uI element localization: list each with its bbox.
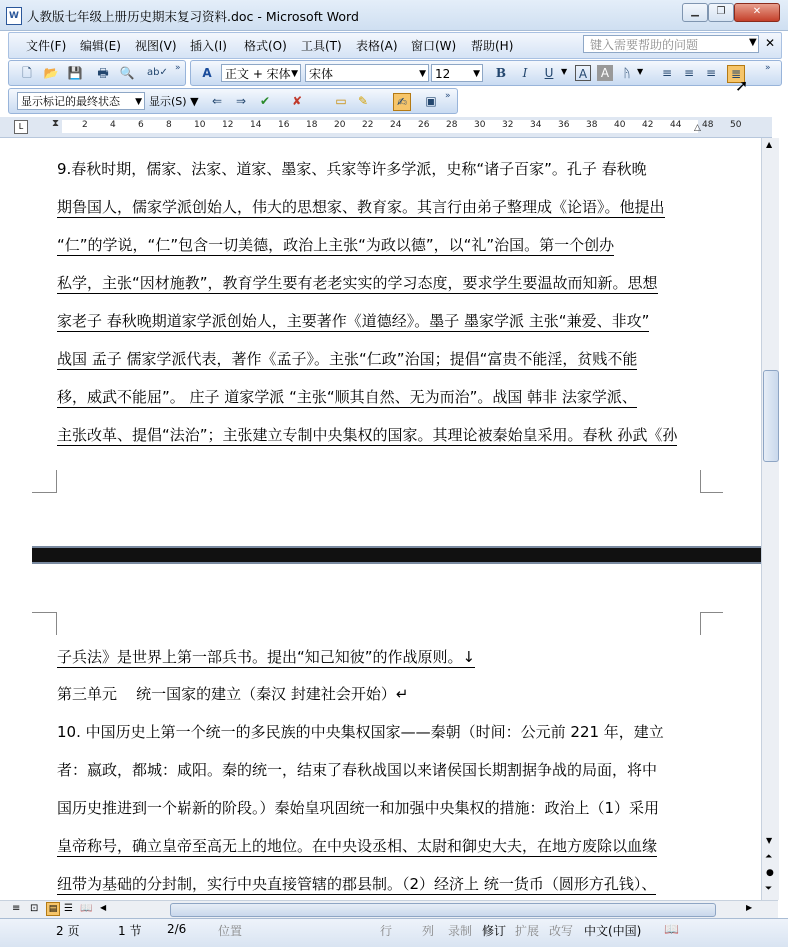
help-dropdown-icon[interactable]: ▼	[749, 37, 757, 48]
close-button[interactable]: ✕	[734, 3, 780, 22]
toolbar-options-icon[interactable]: »	[445, 91, 451, 101]
doc-line-text: 皇帝称号，确立皇帝至高无上的地位。在中央设丞相、太尉和御史大夫，在地方废除以血缘	[57, 837, 658, 855]
doc-line-text: 纽带为基础的分封制，实行中央直接管辖的郡县制。（2）经济上 统一货币（圆形方孔钱）、	[57, 875, 657, 893]
ruler-number: 22	[362, 120, 374, 130]
help-search-input[interactable]: 键入需要帮助的问题	[583, 35, 759, 53]
doc-line[interactable]	[57, 646, 475, 668]
character-shading-icon[interactable]: A	[597, 65, 613, 81]
formatting-toolbar	[190, 60, 782, 86]
align-center-icon[interactable]: ≡	[683, 66, 695, 80]
italic-icon[interactable]: I	[522, 66, 528, 80]
normal-view-icon[interactable]: ≡	[12, 903, 21, 914]
title-bar	[0, 0, 788, 31]
font-size-value: 12	[435, 67, 451, 81]
vertical-scroll-thumb[interactable]	[763, 370, 779, 462]
style-select[interactable]	[221, 64, 301, 82]
horizontal-scroll-thumb[interactable]	[170, 903, 716, 917]
ruler-number: 2	[82, 120, 88, 130]
menu-bar	[8, 32, 782, 59]
status-page: 2 页	[56, 924, 80, 938]
ruler-text-area	[62, 120, 698, 133]
justify-icon[interactable]: ≡	[661, 66, 673, 80]
scaling-dropdown-icon[interactable]: ▼	[637, 67, 644, 76]
horizontal-scrollbar[interactable]	[0, 900, 778, 918]
ruler-number: 50	[730, 120, 742, 130]
scroll-left-icon[interactable]: ◀	[100, 903, 107, 912]
status-language[interactable]: 中文(中国)	[584, 924, 642, 938]
doc-line[interactable]	[57, 386, 637, 408]
doc-line[interactable]	[57, 797, 659, 818]
status-extend[interactable]: 扩展	[515, 924, 540, 938]
print-preview-icon[interactable]: 🔍	[119, 66, 135, 80]
highlight-icon[interactable]: ✎	[357, 94, 369, 108]
tab-selector-icon[interactable]: L	[14, 120, 28, 134]
outline-view-icon[interactable]: ☰	[64, 903, 73, 914]
status-column: 列	[422, 924, 435, 938]
ruler-number: 10	[194, 120, 206, 130]
vertical-scrollbar[interactable]	[761, 138, 779, 900]
show-label: 显示(S)	[149, 95, 187, 108]
page-break-separator	[32, 546, 761, 564]
ruler-number: 32	[502, 120, 514, 130]
first-line-indent-icon[interactable]: ⧗	[52, 118, 60, 129]
ruler-number: 36	[558, 120, 570, 130]
ruler-number: 20	[334, 120, 346, 130]
doc-line-text: 子兵法》是世界上第一部兵书。提出“知己知彼”的作战原则。↓	[57, 648, 476, 666]
ruler-number: 18	[306, 120, 318, 130]
ruler-number: 26	[418, 120, 430, 130]
save-icon[interactable]: 💾	[67, 66, 83, 80]
ruler-number: 38	[586, 120, 598, 130]
doc-line[interactable]	[57, 310, 649, 332]
ruler-number: 42	[642, 120, 654, 130]
next-change-icon[interactable]: ⇒	[235, 94, 247, 108]
crop-mark	[32, 612, 57, 635]
underline-dropdown-icon[interactable]: ▼	[561, 67, 568, 76]
menu-help[interactable]: 帮助(H)	[471, 39, 514, 53]
doc-line[interactable]	[57, 721, 664, 742]
chevron-down-icon: ▼	[135, 97, 142, 107]
standard-toolbar	[8, 60, 186, 86]
insert-comment-icon[interactable]: ▭	[335, 94, 347, 108]
reviewing-pane-icon[interactable]: ▣	[425, 94, 437, 108]
open-icon[interactable]: 📂	[43, 66, 59, 80]
doc-line-text: 9.春秋时期，儒家、法家、道家、墨家、兵家等许多学派，史称“诸子百家”。孔子 春秋晚	[57, 160, 647, 178]
ruler-number: 48	[702, 120, 714, 130]
status-position: 位置	[218, 924, 243, 938]
minimize-button[interactable]: ▁	[682, 3, 708, 22]
doc-line[interactable]	[57, 873, 656, 895]
right-indent-icon[interactable]: △	[694, 123, 701, 133]
web-layout-icon[interactable]: ⊡	[30, 903, 39, 914]
ruler-number: 30	[474, 120, 486, 130]
doc-line[interactable]	[57, 348, 637, 370]
status-track-changes[interactable]: 修订	[482, 924, 507, 938]
new-document-icon[interactable]: 🗋	[22, 66, 32, 80]
reading-layout-icon[interactable]: 📖	[80, 903, 93, 914]
doc-line-text: 者：嬴政，都城：咸阳。秦的统一，结束了春秋战国以来诸侯国长期割据争战的局面，将中	[57, 761, 658, 779]
distributed-icon[interactable]: ≣	[727, 65, 745, 83]
doc-line[interactable]	[57, 759, 657, 780]
doc-line[interactable]	[57, 272, 658, 294]
doc-line-text: “仁”的学说，“仁”包含一切美德，政治上主张“为政以德”，以“礼”治国。第一个创办	[57, 236, 615, 254]
maximize-button[interactable]: ❐	[708, 3, 734, 22]
next-page-icon[interactable]: ⏷	[765, 884, 773, 894]
font-size-select[interactable]	[431, 64, 483, 82]
status-page-of: 2/6	[167, 922, 187, 936]
menu-edit[interactable]: 编辑(E)	[80, 39, 121, 53]
close-document-icon[interactable]: ✕	[765, 36, 776, 50]
reject-change-icon[interactable]: ✘	[291, 94, 303, 108]
word-app-icon[interactable]: W	[6, 7, 22, 25]
doc-line[interactable]	[57, 158, 647, 179]
doc-line-text: 期鲁国人，儒家学派创始人，伟大的思想家、教育家。其言行由弟子整理成《论语》。他提出	[57, 198, 665, 216]
status-line: 行	[380, 924, 393, 938]
menu-format[interactable]: 格式(O)	[244, 39, 287, 53]
print-layout-icon[interactable]: ▤	[46, 902, 60, 916]
spelling-status-icon[interactable]: 📖	[664, 922, 679, 936]
print-icon[interactable]: 🖶	[97, 66, 109, 80]
accept-change-icon[interactable]: ✔	[259, 94, 271, 108]
ruler-number: 24	[390, 120, 402, 130]
ruler-number: 14	[250, 120, 262, 130]
doc-line[interactable]	[57, 234, 614, 256]
menu-table[interactable]: 表格(A)	[356, 39, 398, 53]
chevron-down-icon: ▼	[473, 69, 480, 79]
reviewing-toolbar	[8, 88, 458, 114]
menu-tools[interactable]: 工具(T)	[301, 39, 342, 53]
font-select[interactable]	[305, 64, 429, 82]
style-value: 正文 + 宋体	[225, 67, 291, 81]
character-scaling-icon[interactable]: ᚤ	[623, 66, 631, 80]
toolbar-options-icon[interactable]: »	[175, 63, 181, 73]
ruler-number: 4	[110, 120, 116, 130]
unit-heading[interactable]	[57, 683, 408, 704]
window-title: 人教版七年级上册历史期末复习资料.doc - Microsoft Word	[27, 9, 359, 24]
doc-line-text: 移，威武不能屈”。 庄子 道家学派 “主张“顺其自然、无为而治”。战国 韩非 法家学派、	[57, 388, 637, 406]
crop-mark	[700, 470, 723, 493]
spelling-icon[interactable]: ab✓	[147, 67, 168, 78]
scroll-up-icon[interactable]: ▲	[766, 140, 773, 149]
doc-line[interactable]	[57, 835, 657, 857]
doc-line-text: 战国 孟子 儒家学派代表，著作《孟子》。主张“仁政”治国；提倡“富贵不能淫，贫贱不能	[57, 350, 638, 368]
styles-pane-icon[interactable]: A	[202, 66, 212, 80]
toolbar-options-icon[interactable]: »	[765, 63, 771, 73]
previous-change-icon[interactable]: ⇐	[211, 94, 223, 108]
previous-page-icon[interactable]: ⏶	[765, 852, 773, 862]
chevron-down-icon: ▼	[419, 69, 426, 79]
status-overtype[interactable]: 改写	[549, 924, 574, 938]
menu-file[interactable]: 文件(F)	[26, 39, 67, 53]
horizontal-ruler[interactable]	[0, 117, 772, 138]
doc-line[interactable]	[57, 196, 665, 218]
bold-icon[interactable]: B	[495, 66, 507, 80]
doc-line-text: 主张改革、提倡“法治”；主张建立专制中央集权的国家。其理论被秦始皇采用。春秋 孙武《孙	[57, 426, 678, 444]
doc-line-text: 家老子 春秋晚期道家学派创始人，主要著作《道德经》。墨子 墨家学派 主张“兼爱、非攻”	[57, 312, 650, 330]
track-changes-icon[interactable]: ✍	[393, 93, 411, 111]
doc-line[interactable]	[57, 424, 677, 446]
select-browse-object-icon[interactable]: ●	[766, 868, 774, 878]
ruler-number: 6	[138, 120, 144, 130]
ruler-number: 44	[670, 120, 682, 130]
menu-window[interactable]: 窗口(W)	[411, 39, 457, 53]
status-section: 1 节	[118, 924, 142, 938]
doc-line-text: 10. 中国历史上第一个统一的多民族的中央集权国家——秦朝（时间：公元前 221 年，建立	[57, 723, 664, 741]
unit-heading-text: 第三单元 统一国家的建立（秦汉 封建社会开始）↵	[57, 685, 409, 703]
scroll-right-icon[interactable]: ▶	[746, 903, 753, 912]
crop-mark	[700, 612, 723, 635]
status-bar	[0, 918, 788, 947]
ruler-number: 34	[530, 120, 542, 130]
font-value: 宋体	[309, 67, 334, 81]
scroll-down-icon[interactable]: ▼	[766, 836, 773, 845]
menu-view[interactable]: 视图(V)	[135, 39, 177, 53]
status-record[interactable]: 录制	[448, 924, 473, 938]
doc-line-text: 国历史推进到一个崭新的阶段。）秦始皇巩固统一和加强中央集权的措施：政治上（1）采用	[57, 799, 660, 817]
doc-line-text: 私学，主张“因材施教”，教育学生要有老老实实的学习态度，要求学生要温故而知新。思想	[57, 274, 658, 292]
document-area[interactable]	[0, 138, 761, 900]
ruler-number: 28	[446, 120, 458, 130]
markup-mode-value: 显示标记的最终状态	[21, 95, 120, 108]
crop-mark	[32, 470, 57, 493]
ruler-number: 12	[222, 120, 234, 130]
show-menu-button[interactable]: 显示(S) ▼	[149, 95, 199, 108]
underline-icon[interactable]: U	[544, 66, 554, 80]
ruler-number: 8	[166, 120, 172, 130]
ruler-number: 40	[614, 120, 626, 130]
mouse-cursor-icon: ➚	[735, 76, 749, 95]
ruler-number: 16	[278, 120, 290, 130]
menu-insert[interactable]: 插入(I)	[190, 39, 227, 53]
character-border-icon[interactable]: A	[575, 65, 591, 81]
chevron-down-icon: ▼	[291, 69, 298, 79]
markup-display-select[interactable]	[17, 92, 145, 110]
align-right-icon[interactable]: ≡	[705, 66, 717, 80]
